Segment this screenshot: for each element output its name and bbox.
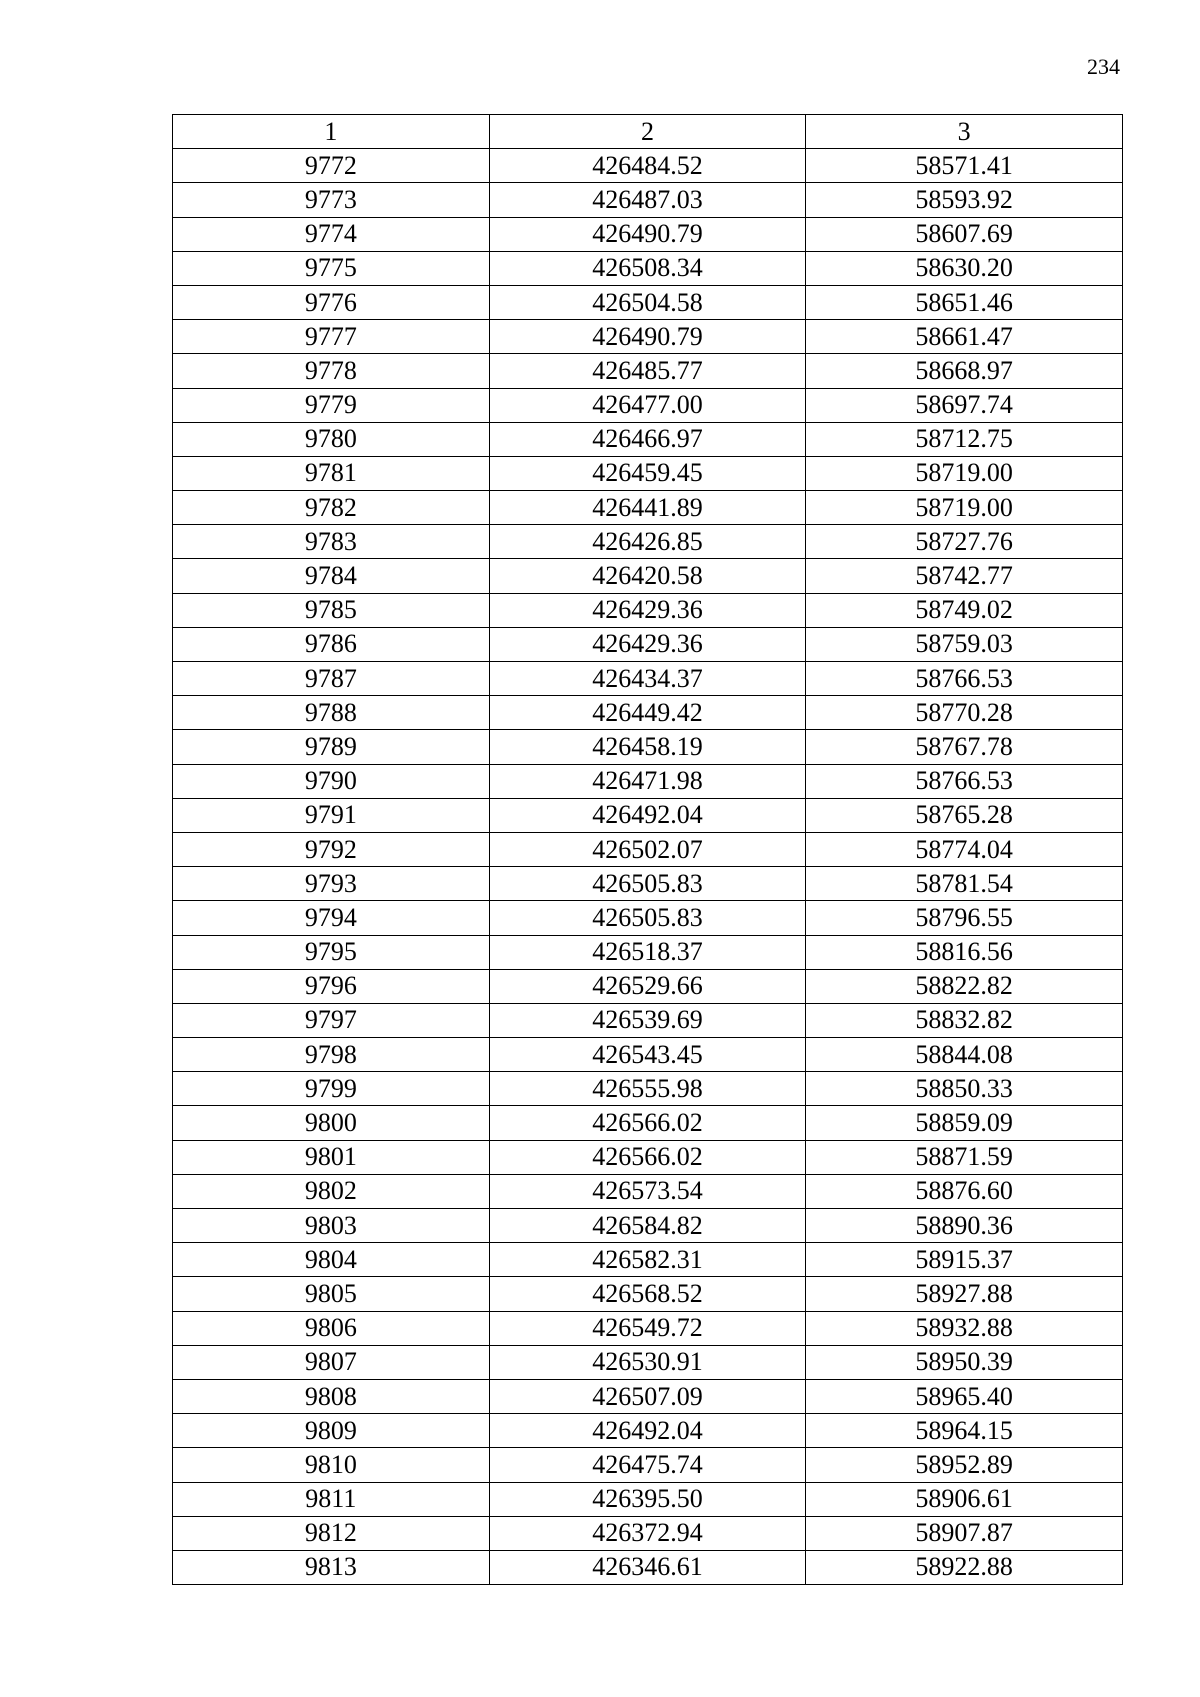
table-row: [173, 251, 1123, 285]
table-row: [173, 1243, 1123, 1277]
x-coordinate-cell: 426429.36: [489, 593, 806, 627]
x-coordinate-cell: 426458.19: [489, 730, 806, 764]
point-number-cell: 9807: [173, 1345, 490, 1379]
table-row: [173, 1345, 1123, 1379]
point-number-cell: 9798: [173, 1038, 490, 1072]
table-row: [173, 969, 1123, 1003]
table-row: [173, 456, 1123, 490]
x-coordinate-cell: 426504.58: [489, 285, 806, 319]
y-coordinate-cell: 58871.59: [806, 1140, 1123, 1174]
table-row: [173, 867, 1123, 901]
x-coordinate-cell: 426573.54: [489, 1174, 806, 1208]
point-number-cell: 9802: [173, 1174, 490, 1208]
point-number-cell: 9804: [173, 1243, 490, 1277]
x-coordinate-cell: 426484.52: [489, 149, 806, 183]
x-coordinate-cell: 426346.61: [489, 1550, 806, 1584]
y-coordinate-cell: 58816.56: [806, 935, 1123, 969]
table-row: [173, 730, 1123, 764]
point-number-cell: 9774: [173, 217, 490, 251]
header-row: [173, 115, 1123, 149]
x-coordinate-cell: 426555.98: [489, 1072, 806, 1106]
table-row: [173, 1277, 1123, 1311]
x-coordinate-cell: 426582.31: [489, 1243, 806, 1277]
y-coordinate-cell: 58844.08: [806, 1038, 1123, 1072]
y-coordinate-cell: 58906.61: [806, 1482, 1123, 1516]
table-row: [173, 662, 1123, 696]
table-row: [173, 217, 1123, 251]
x-coordinate-cell: 426566.02: [489, 1140, 806, 1174]
y-coordinate-cell: 58759.03: [806, 627, 1123, 661]
point-number-cell: 9777: [173, 320, 490, 354]
x-coordinate-cell: 426434.37: [489, 662, 806, 696]
y-coordinate-cell: 58766.53: [806, 662, 1123, 696]
y-coordinate-cell: 58697.74: [806, 388, 1123, 422]
point-number-cell: 9776: [173, 285, 490, 319]
point-number-cell: 9787: [173, 662, 490, 696]
table-row: [173, 1482, 1123, 1516]
point-number-cell: 9801: [173, 1140, 490, 1174]
y-coordinate-cell: 58922.88: [806, 1550, 1123, 1584]
table-row: [173, 491, 1123, 525]
y-coordinate-cell: 58571.41: [806, 149, 1123, 183]
point-number-cell: 9811: [173, 1482, 490, 1516]
point-number-cell: 9795: [173, 935, 490, 969]
point-number-cell: 9812: [173, 1516, 490, 1550]
page-number: 234: [1087, 54, 1120, 79]
x-coordinate-cell: 426505.83: [489, 867, 806, 901]
y-coordinate-cell: 58822.82: [806, 969, 1123, 1003]
y-coordinate-cell: 58607.69: [806, 217, 1123, 251]
point-number-cell: 9775: [173, 251, 490, 285]
point-number-cell: 9781: [173, 456, 490, 490]
point-number-cell: 9810: [173, 1448, 490, 1482]
x-coordinate-cell: 426518.37: [489, 935, 806, 969]
y-coordinate-cell: 58668.97: [806, 354, 1123, 388]
x-coordinate-cell: 426543.45: [489, 1038, 806, 1072]
table-row: [173, 354, 1123, 388]
y-coordinate-cell: 58749.02: [806, 593, 1123, 627]
point-number-cell: 9790: [173, 764, 490, 798]
x-coordinate-cell: 426395.50: [489, 1482, 806, 1516]
point-number-cell: 9809: [173, 1414, 490, 1448]
y-coordinate-cell: 58765.28: [806, 798, 1123, 832]
x-coordinate-cell: 426490.79: [489, 217, 806, 251]
point-number-cell: 9789: [173, 730, 490, 764]
y-coordinate-cell: 58766.53: [806, 764, 1123, 798]
point-number-cell: 9800: [173, 1106, 490, 1140]
point-number-cell: 9783: [173, 525, 490, 559]
x-coordinate-cell: 426490.79: [489, 320, 806, 354]
table-row: [173, 764, 1123, 798]
x-coordinate-cell: 426530.91: [489, 1345, 806, 1379]
table-row: [173, 1516, 1123, 1550]
x-coordinate-cell: 426492.04: [489, 1414, 806, 1448]
y-coordinate-cell: 58742.77: [806, 559, 1123, 593]
y-coordinate-cell: 58927.88: [806, 1277, 1123, 1311]
column-header-2: 2: [489, 115, 806, 149]
point-number-cell: 9803: [173, 1209, 490, 1243]
point-number-cell: 9794: [173, 901, 490, 935]
point-number-cell: 9773: [173, 183, 490, 217]
x-coordinate-cell: 426584.82: [489, 1209, 806, 1243]
point-number-cell: 9785: [173, 593, 490, 627]
x-coordinate-cell: 426529.66: [489, 969, 806, 1003]
point-number-cell: 9780: [173, 422, 490, 456]
y-coordinate-cell: 58781.54: [806, 867, 1123, 901]
x-coordinate-cell: 426492.04: [489, 798, 806, 832]
table-row: [173, 1038, 1123, 1072]
column-header-1: 1: [173, 115, 490, 149]
x-coordinate-cell: 426449.42: [489, 696, 806, 730]
y-coordinate-cell: 58932.88: [806, 1311, 1123, 1345]
table-row: [173, 627, 1123, 661]
x-coordinate-cell: 426485.77: [489, 354, 806, 388]
table-row: [173, 935, 1123, 969]
table-row: [173, 1072, 1123, 1106]
y-coordinate-cell: 58712.75: [806, 422, 1123, 456]
x-coordinate-cell: 426477.00: [489, 388, 806, 422]
x-coordinate-cell: 426487.03: [489, 183, 806, 217]
table-row: [173, 1140, 1123, 1174]
table-row: [173, 1003, 1123, 1037]
table-row: [173, 422, 1123, 456]
point-number-cell: 9797: [173, 1003, 490, 1037]
y-coordinate-cell: 58907.87: [806, 1516, 1123, 1550]
x-coordinate-cell: 426549.72: [489, 1311, 806, 1345]
point-number-cell: 9796: [173, 969, 490, 1003]
y-coordinate-cell: 58719.00: [806, 491, 1123, 525]
y-coordinate-cell: 58719.00: [806, 456, 1123, 490]
table-row: [173, 696, 1123, 730]
y-coordinate-cell: 58774.04: [806, 832, 1123, 866]
table-row: [173, 1174, 1123, 1208]
point-number-cell: 9806: [173, 1311, 490, 1345]
y-coordinate-cell: 58876.60: [806, 1174, 1123, 1208]
table-row: [173, 593, 1123, 627]
y-coordinate-cell: 58859.09: [806, 1106, 1123, 1140]
y-coordinate-cell: 58651.46: [806, 285, 1123, 319]
point-number-cell: 9778: [173, 354, 490, 388]
table-row: [173, 1209, 1123, 1243]
table-row: [173, 285, 1123, 319]
table-row: [173, 1550, 1123, 1584]
y-coordinate-cell: 58770.28: [806, 696, 1123, 730]
x-coordinate-cell: 426441.89: [489, 491, 806, 525]
table-row: [173, 559, 1123, 593]
y-coordinate-cell: 58890.36: [806, 1209, 1123, 1243]
x-coordinate-cell: 426471.98: [489, 764, 806, 798]
table-row: [173, 1311, 1123, 1345]
table-row: [173, 1448, 1123, 1482]
x-coordinate-cell: 426372.94: [489, 1516, 806, 1550]
x-coordinate-cell: 426507.09: [489, 1379, 806, 1413]
point-number-cell: 9791: [173, 798, 490, 832]
point-number-cell: 9813: [173, 1550, 490, 1584]
x-coordinate-cell: 426568.52: [489, 1277, 806, 1311]
x-coordinate-cell: 426505.83: [489, 901, 806, 935]
table-row: [173, 1414, 1123, 1448]
table-row: [173, 183, 1123, 217]
table-row: [173, 525, 1123, 559]
coordinates-table: [172, 114, 1123, 1585]
y-coordinate-cell: 58796.55: [806, 901, 1123, 935]
y-coordinate-cell: 58850.33: [806, 1072, 1123, 1106]
point-number-cell: 9792: [173, 832, 490, 866]
table-row: [173, 388, 1123, 422]
table-row: [173, 832, 1123, 866]
y-coordinate-cell: 58661.47: [806, 320, 1123, 354]
point-number-cell: 9782: [173, 491, 490, 525]
y-coordinate-cell: 58630.20: [806, 251, 1123, 285]
point-number-cell: 9786: [173, 627, 490, 661]
y-coordinate-cell: 58950.39: [806, 1345, 1123, 1379]
table-row: [173, 149, 1123, 183]
x-coordinate-cell: 426429.36: [489, 627, 806, 661]
x-coordinate-cell: 426466.97: [489, 422, 806, 456]
point-number-cell: 9793: [173, 867, 490, 901]
table-body: [173, 149, 1123, 1585]
x-coordinate-cell: 426459.45: [489, 456, 806, 490]
point-number-cell: 9799: [173, 1072, 490, 1106]
point-number-cell: 9788: [173, 696, 490, 730]
y-coordinate-cell: 58593.92: [806, 183, 1123, 217]
x-coordinate-cell: 426502.07: [489, 832, 806, 866]
x-coordinate-cell: 426426.85: [489, 525, 806, 559]
table-row: [173, 1379, 1123, 1413]
y-coordinate-cell: 58915.37: [806, 1243, 1123, 1277]
point-number-cell: 9805: [173, 1277, 490, 1311]
point-number-cell: 9808: [173, 1379, 490, 1413]
x-coordinate-cell: 426539.69: [489, 1003, 806, 1037]
table-row: [173, 1106, 1123, 1140]
table-row: [173, 901, 1123, 935]
x-coordinate-cell: 426420.58: [489, 559, 806, 593]
point-number-cell: 9779: [173, 388, 490, 422]
point-number-cell: 9784: [173, 559, 490, 593]
x-coordinate-cell: 426566.02: [489, 1106, 806, 1140]
column-header-3: 3: [806, 115, 1123, 149]
x-coordinate-cell: 426475.74: [489, 1448, 806, 1482]
table-header: [173, 115, 1123, 149]
y-coordinate-cell: 58964.15: [806, 1414, 1123, 1448]
y-coordinate-cell: 58952.89: [806, 1448, 1123, 1482]
point-number-cell: 9772: [173, 149, 490, 183]
table-row: [173, 320, 1123, 354]
table-row: [173, 798, 1123, 832]
x-coordinate-cell: 426508.34: [489, 251, 806, 285]
y-coordinate-cell: 58832.82: [806, 1003, 1123, 1037]
y-coordinate-cell: 58727.76: [806, 525, 1123, 559]
y-coordinate-cell: 58965.40: [806, 1379, 1123, 1413]
y-coordinate-cell: 58767.78: [806, 730, 1123, 764]
